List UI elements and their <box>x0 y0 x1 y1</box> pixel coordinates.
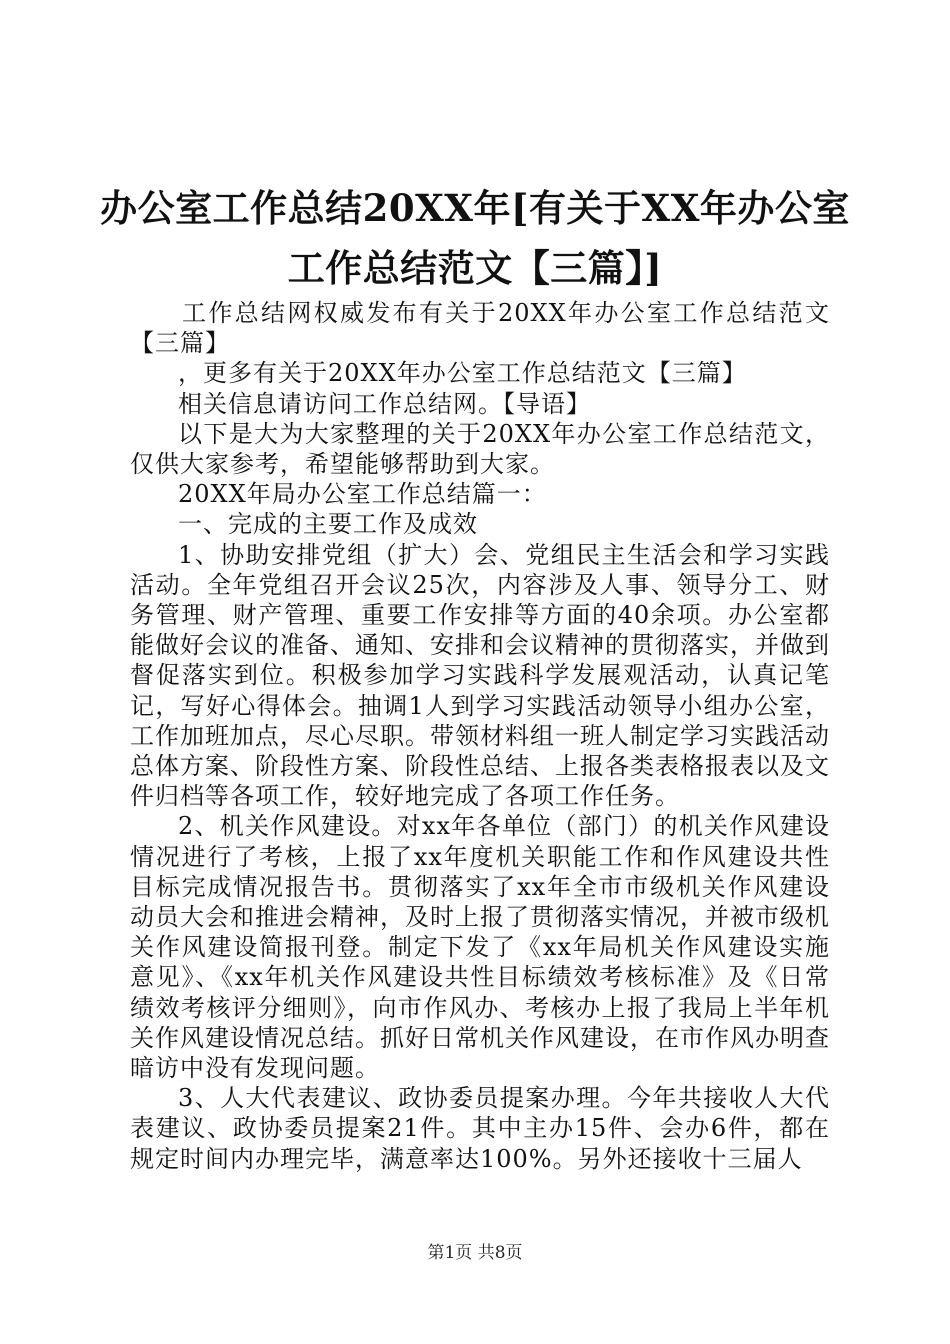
paragraph-visit-site: 相关信息请访问工作总结网。【导语】 <box>178 389 591 418</box>
page-number-footer: 第1页 共8页 <box>427 1243 523 1263</box>
document-body <box>130 298 830 1174</box>
paragraph-item-3: 3、人大代表建议、政协委员提案办理。今年共接收人大代表建议、政协委员提案21件。其中主办15件、会办6件，都在规定时间内办理完毕，满意率达100%。另外还接收十三届人 <box>130 1084 830 1173</box>
paragraph-item-2: 2、机关作风建设。对xx年各单位（部门）的机关作风建设情况进行了考核，上报了xx年度机关职能工作和作风建设共性目标完成情况报告书。贯彻落实了xx年全市市级机关作风建设动员大会和推进会精神，及时上报了贯彻落实情况，并被市级机关作风建设简报刊登。制定下发了《xx年局机关作风建设实施意见》、《xx年机关作风建设共性目标绩效考核标准》及《日常绩效考核评分细则》，向市作风办、考核办上报了我局上半年机关作风建设情况总结。抓好日常机关作风建设，在市作风办明查暗访中没有发现问题。 <box>130 812 830 1083</box>
paragraph-intro: 工作总结网权威发布有关于20XX年办公室工作总结范文【三篇】 <box>130 299 830 358</box>
section-heading-part-one: 20XX年局办公室工作总结篇一： <box>178 480 547 509</box>
document-title-line-1: 办公室工作总结20XX年[有关于XX年办公室 <box>100 186 850 230</box>
paragraph-lead: 以下是大为大家整理的关于20XX年办公室工作总结范文，仅供大家参考，希望能够帮助到大家。 <box>130 419 830 479</box>
paragraph-item-1: 1、协助安排党组（扩大）会、党组民主生活会和学习实践活动。全年党组召开会议25次，内容涉及人事、领导分工、财务管理、财产管理、重要工作安排等方面的40余项。办公室都能做好会议的准备、通知、安排和会议精神的贯彻落实，并做到督促落实到位。积极参加学习实践科学发展观活动，认真记笔记，写好心得体会。抽调1人到学习实践活动领导小组办公室，工作加班加点，尽心尽职。带领材料组一班人制定学习实践活动总体方案、阶段性方案、阶段性总结、上报各类表格报表以及文件归档等各项工作，较好地完成了各项工作任务。 <box>130 540 830 811</box>
subheading-main-work: 一、完成的主要工作及成效 <box>178 510 478 539</box>
document-title-line-2: 工作总结范文【三篇】] <box>287 246 663 290</box>
paragraph-more-info: ，更多有关于20XX年办公室工作总结范文【三篇】 <box>178 359 747 388</box>
